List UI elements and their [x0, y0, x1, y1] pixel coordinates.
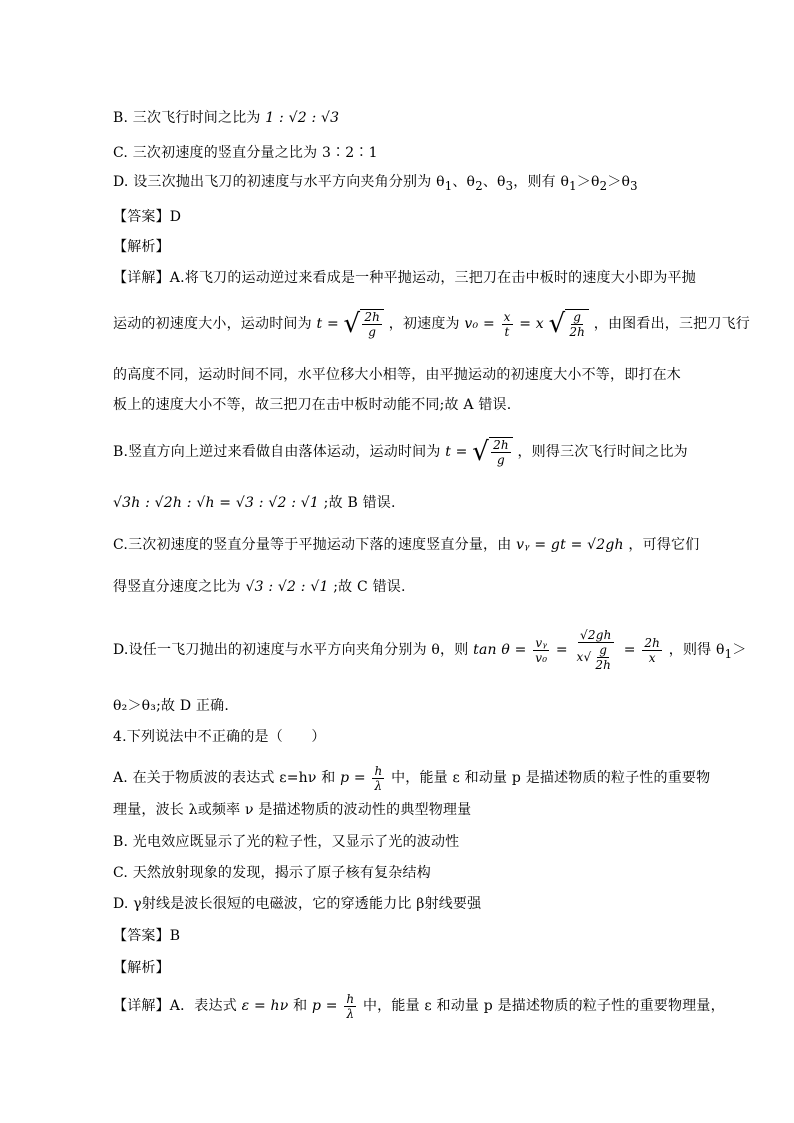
sep: 、θ — [452, 174, 476, 190]
text: ;故 B 错误. — [323, 495, 396, 511]
text: A. 在关于物质波的表达式 ε=hν 和 — [113, 770, 336, 786]
sub: 1 — [444, 178, 453, 193]
den: t — [504, 324, 510, 339]
analysis-2: 【解析】 — [113, 960, 170, 976]
math: p = — [311, 998, 338, 1014]
den: 2h — [595, 658, 612, 672]
sep: 、θ — [482, 174, 506, 190]
option-d-text: D. 设三次抛出飞刀的初速度与水平方向夹角分别为 θ — [113, 174, 445, 190]
sqrt-expr: √ $\frac{2h}{g}$ — [472, 437, 513, 467]
q4-option-d: D. γ射线是波长很短的电磁波，它的穿透能力比 β射线要强 — [113, 896, 482, 912]
text: ;故 C 错误. — [333, 579, 406, 595]
detail-a-line-3: 的高度不同，运动时间不同，水平位移大小相等，由平抛运动的初速度大小不等，即打在木 — [113, 367, 681, 383]
answer-2: 【答案】B — [113, 928, 181, 944]
option-d — [113, 172, 693, 196]
text: 运动的初速度大小，运动时间为 — [113, 316, 312, 332]
math: √3 : √2 : √1 — [245, 579, 329, 595]
sqrt-expr: √ $\frac{g}{2h}$ — [549, 309, 590, 339]
den: g — [497, 453, 505, 467]
sub: 2 — [599, 178, 608, 193]
den: 2h — [569, 325, 586, 339]
num: 2h — [493, 438, 509, 452]
sub: 1 — [569, 178, 577, 193]
den-x: x — [576, 650, 584, 664]
num: 2h — [644, 635, 661, 650]
detail-b-line-1 — [113, 433, 693, 471]
num: h — [374, 763, 383, 778]
text: ，可得它们 — [628, 537, 700, 553]
den: x — [648, 650, 656, 665]
text: 中，能量 ε 和动量 p 是描述物质的粒子性的重要物 — [391, 770, 711, 786]
option-b-math: 1 : √2 : √3 — [265, 110, 340, 126]
detail-a-line-4: 板上的速度大小不等，故三把刀在击中板时动能不同;故 A 错误. — [113, 397, 512, 413]
q4-option-a-line-2: 理量，波长 λ或频率 ν 是描述物质的波动性的典型物理量 — [113, 802, 472, 818]
math: = — [623, 642, 636, 658]
text: B.竖直方向上逆过来看做自由落体运动，运动时间为 — [113, 444, 441, 460]
sub: 2 — [475, 178, 483, 193]
detail-a-line-2 — [113, 305, 750, 343]
fraction — [642, 636, 662, 665]
text: D.设任一飞刀抛出的初速度与水平方向夹角分别为 θ，则 — [113, 642, 469, 658]
math: t = — [316, 316, 339, 332]
num: vᵧ — [535, 635, 548, 650]
sub: 3 — [505, 178, 514, 193]
q4-option-a-line-1 — [113, 760, 711, 796]
math: x — [535, 316, 544, 332]
den-sqrt: √ — [583, 650, 592, 664]
math: = — [519, 316, 532, 332]
option-c — [113, 143, 693, 163]
math: = — [555, 642, 568, 658]
fraction — [502, 310, 513, 339]
detail-a-line-1: 【详解】A.将飞刀的运动逆过来看成是一种平抛运动，三把刀在击中板时的速度大小即为平抛 — [113, 270, 696, 286]
num: 2h — [364, 310, 381, 324]
math: t = — [445, 444, 468, 460]
text: ，初速度为 — [388, 316, 460, 332]
option-c-text: C. 三次初速度的竖直分量之比为 3∶2∶1 — [113, 145, 378, 161]
text: 得竖直分速度之比为 — [113, 579, 241, 595]
num: x — [503, 309, 511, 324]
sqrt-expr: √ $\frac{2h}{g}$ — [344, 309, 385, 339]
text: 【详解】A．表达式 — [113, 998, 237, 1014]
text: ＞ — [732, 642, 747, 658]
text: ，则得 θ — [668, 642, 725, 658]
fraction — [533, 636, 549, 665]
q4-option-b: B. 光电效应既显示了光的粒子性，又显示了光的波动性 — [113, 834, 460, 850]
detail-d-line-2: θ₂＞θ₃;故 D 正确. — [113, 698, 229, 714]
text: 和 — [293, 998, 308, 1014]
text: C.三次初速度的竖直分量等于平抛运动下落的速度竖直分量，由 — [113, 537, 512, 553]
text: 中，能量 ε 和动量 p 是描述物质的粒子性的重要物理量， — [362, 998, 725, 1014]
math: vᵧ = gt = √2gh — [516, 537, 624, 553]
text: ，由图看出，三把刀飞行 — [593, 316, 750, 332]
fraction — [574, 628, 617, 672]
text: ，则有 θ — [513, 174, 570, 190]
detail-c-line-2 — [113, 577, 693, 597]
analysis-1: 【解析】 — [113, 239, 170, 255]
math: √3h : √2h : √h = √3 : √2 : √1 — [113, 495, 320, 511]
q4-option-c: C. 天然放射现象的发现，揭示了原子核有复杂结构 — [113, 865, 431, 881]
num: h — [346, 991, 355, 1006]
question-4: 4.下列说法中不正确的是（ ） — [113, 729, 326, 745]
den: λ — [374, 778, 383, 793]
sub: 3 — [630, 178, 638, 193]
text: ，则得三次飞行时间之比为 — [517, 444, 688, 460]
fraction — [372, 764, 384, 793]
num: g — [573, 310, 582, 324]
den: λ — [346, 1006, 355, 1021]
den: g — [368, 325, 377, 339]
math: p = — [340, 770, 366, 786]
option-b-text: B. 三次飞行时间之比为 — [113, 110, 261, 126]
detail-2-line-1 — [113, 988, 725, 1024]
answer-1: 【答案】D — [113, 209, 182, 225]
math: v₀ = — [464, 316, 495, 332]
den: v₀ — [535, 650, 548, 665]
detail-b-line-2 — [113, 493, 693, 513]
sub: 1 — [724, 646, 733, 661]
option-b — [113, 108, 693, 128]
math: tan θ = — [473, 642, 527, 658]
fraction — [344, 992, 356, 1021]
text: ＞θ — [607, 174, 631, 190]
text: ＞θ — [576, 174, 600, 190]
detail-c-line-1 — [113, 535, 700, 555]
num: √2gh — [580, 628, 612, 642]
num: g — [599, 643, 608, 657]
math: ε = hν — [241, 998, 289, 1014]
